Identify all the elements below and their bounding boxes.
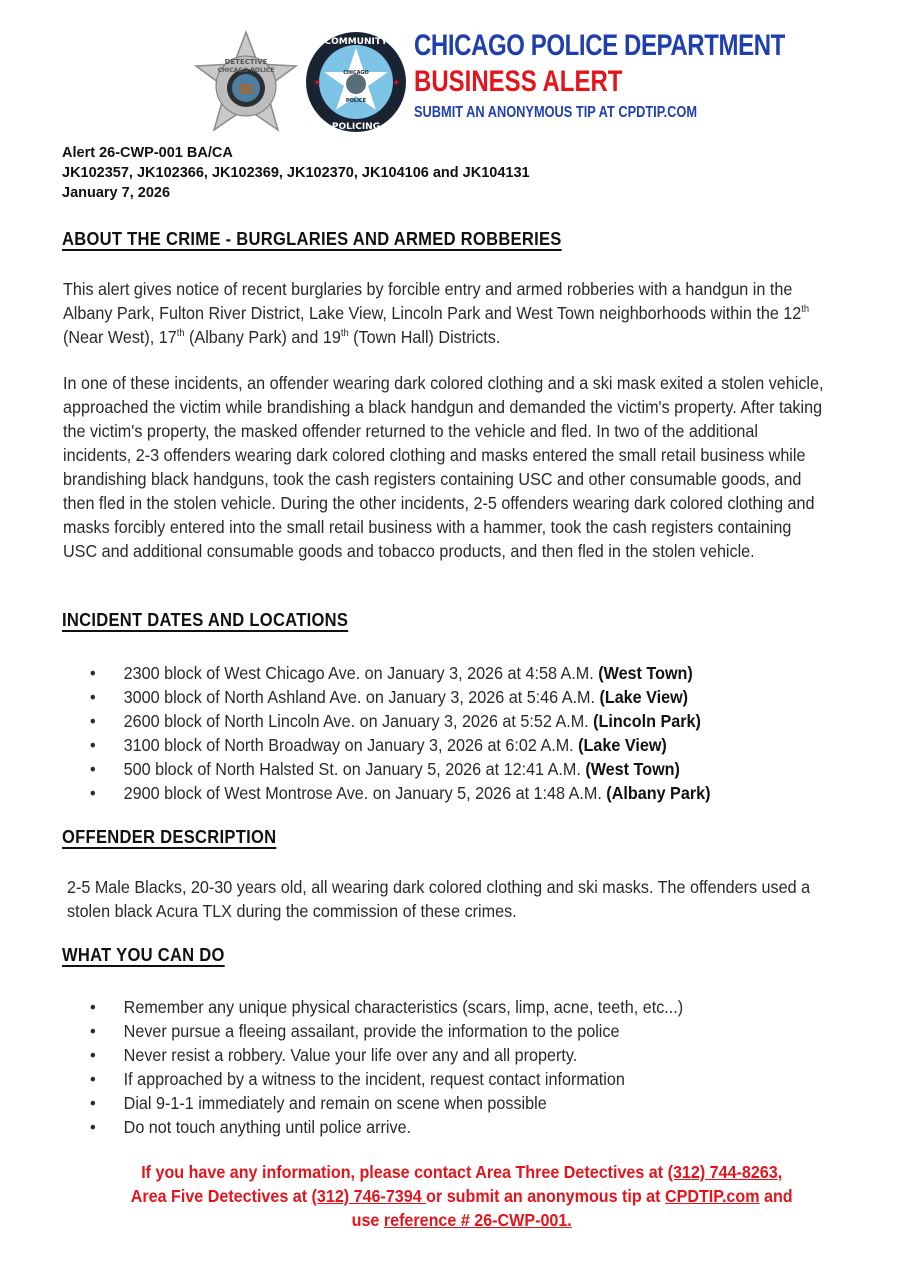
about-text: (Town Hall) Districts. bbox=[348, 327, 501, 347]
bullet-icon: • bbox=[90, 1069, 96, 1089]
svg-text:POLICE: POLICE bbox=[345, 98, 367, 104]
bullet-icon: • bbox=[90, 997, 96, 1017]
incident-text: 3000 block of North Ashland Ave. on January 3, 2026 at 5:46 A.M. bbox=[123, 687, 600, 707]
advice-text: Never pursue a fleeing assailant, provide the information to the police bbox=[123, 1021, 620, 1041]
alert-type-title: BUSINESS ALERT bbox=[414, 65, 623, 98]
advice-list bbox=[90, 995, 724, 1139]
svg-text:CHICAGO: CHICAGO bbox=[343, 70, 369, 76]
footer-text: Area Five Detectives at bbox=[130, 1186, 312, 1206]
incident-area: (Lincoln Park) bbox=[593, 711, 701, 731]
advice-item bbox=[90, 1091, 683, 1115]
about-text: (Albany Park) and 19 bbox=[184, 327, 341, 347]
ordinal-suffix: th bbox=[176, 328, 185, 340]
incident-item bbox=[90, 709, 710, 733]
bullet-icon: • bbox=[90, 663, 96, 683]
contact-footer bbox=[40, 1160, 883, 1232]
svg-text:✶: ✶ bbox=[313, 78, 322, 89]
cpdtip-link[interactable]: CPDTIP.com bbox=[664, 1186, 760, 1206]
footer-text: and bbox=[759, 1186, 793, 1206]
letterhead bbox=[192, 28, 785, 136]
area-five-phone-link[interactable]: (312) 746-7394 bbox=[311, 1186, 426, 1206]
ordinal-suffix: th bbox=[340, 328, 349, 340]
advice-item bbox=[90, 1043, 683, 1067]
detective-star-badge-icon bbox=[192, 30, 300, 134]
svg-text:POLICING: POLICING bbox=[331, 122, 381, 132]
advice-text: If approached by a witness to the incident, request contact information bbox=[123, 1069, 625, 1089]
footer-text: use bbox=[351, 1210, 384, 1230]
advice-text: Never resist a robbery. Value your life over any and all property. bbox=[123, 1045, 578, 1065]
anonymous-tip-line: SUBMIT AN ANONYMOUS TIP AT CPDTIP.COM bbox=[414, 104, 698, 121]
advice-text: Remember any unique physical characteristics (scars, limp, acne, teeth, etc...) bbox=[123, 997, 684, 1017]
incident-item bbox=[90, 781, 710, 805]
incident-item bbox=[90, 661, 710, 685]
incident-item bbox=[90, 733, 710, 757]
incident-text: 2600 block of North Lincoln Ave. on January 3, 2026 at 5:52 A.M. bbox=[123, 711, 594, 731]
footer-line-2 bbox=[131, 1184, 793, 1208]
incident-text: 3100 block of North Broadway on January 3, 2026 at 6:02 A.M. bbox=[123, 735, 579, 755]
bullet-icon: • bbox=[90, 783, 96, 803]
footer-text: If you have any information, please contact Area Three Detectives at bbox=[140, 1162, 668, 1182]
alert-date: January 7, 2026 bbox=[62, 185, 171, 201]
about-paragraph-1 bbox=[63, 277, 830, 349]
bullet-icon: • bbox=[90, 687, 96, 707]
bullet-icon: • bbox=[90, 1093, 96, 1113]
svg-text:CHICAGO POLICE: CHICAGO POLICE bbox=[217, 67, 275, 74]
alert-id: Alert 26-CWP-001 BA/CA bbox=[62, 145, 233, 161]
advice-text: Dial 9-1-1 immediately and remain on scene when possible bbox=[123, 1093, 547, 1113]
department-title: CHICAGO POLICE DEPARTMENT bbox=[414, 29, 785, 62]
reference-number-link[interactable]: reference # 26-CWP-001. bbox=[383, 1210, 572, 1230]
svg-text:COMMUNITY: COMMUNITY bbox=[324, 37, 388, 47]
incident-area: (West Town) bbox=[585, 759, 680, 779]
footer-text: or submit an anonymous tip at bbox=[425, 1186, 665, 1206]
incident-area: (Lake View) bbox=[599, 687, 689, 707]
bullet-icon: • bbox=[90, 759, 96, 779]
incident-area: (Albany Park) bbox=[606, 783, 711, 803]
advice-item bbox=[90, 1067, 683, 1091]
footer-text: , bbox=[777, 1162, 782, 1182]
alert-meta bbox=[62, 143, 530, 203]
footer-line-1 bbox=[131, 1160, 793, 1184]
incident-text: 2900 block of West Montrose Ave. on January 5, 2026 at 1:48 A.M. bbox=[123, 783, 607, 803]
svg-text:✶: ✶ bbox=[392, 78, 401, 89]
section-heading-offender: OFFENDER DESCRIPTION bbox=[62, 827, 277, 847]
offender-description: 2-5 Male Blacks, 20-30 years old, all wearing dark colored clothing and ski masks. The offenders used a stolen black Acura TLX during the commission of these crimes. bbox=[67, 877, 811, 921]
svg-text:DETECTIVE: DETECTIVE bbox=[224, 58, 268, 66]
incident-area: (West Town) bbox=[598, 663, 693, 683]
incident-item bbox=[90, 685, 710, 709]
bullet-icon: • bbox=[90, 711, 96, 731]
incident-list bbox=[90, 661, 754, 805]
about-paragraph-2: In one of these incidents, an offender wearing dark colored clothing and a ski mask exited a stolen vehicle, approached the victim while brandishing a black handgun and demanded the victim's property. After taking the victim's property, the masked offender returned to the vehicle and fled. In two of the additional incidents, 2-3 offenders wearing dark colored clothing and masks entered the small retail business while brandishing black handguns, took the cash registers containing USC and other consumable goods, and then fled in the stolen vehicle. During the other incidents, 2-5 offenders wearing dark colored clothing and masks forcibly entered into the small retail business with a hammer, took the cash registers containing USC and additional consumable goods and tobacco products, and then fled in the stolen vehicle. bbox=[63, 373, 824, 561]
bullet-icon: • bbox=[90, 1117, 96, 1137]
case-numbers: JK102357, JK102366, JK102369, JK102370, JK104106 and JK104131 bbox=[62, 165, 530, 181]
bullet-icon: • bbox=[90, 735, 96, 755]
community-policing-badge-icon bbox=[304, 30, 408, 134]
bullet-icon: • bbox=[90, 1021, 96, 1041]
advice-item bbox=[90, 1019, 683, 1043]
incident-area: (Lake View) bbox=[578, 735, 667, 755]
section-heading-what-you-can-do: WHAT YOU CAN DO bbox=[62, 945, 225, 965]
footer-line-3 bbox=[131, 1208, 793, 1232]
section-heading-about: ABOUT THE CRIME - BURGLARIES AND ARMED ROBBERIES bbox=[62, 229, 562, 249]
about-text: This alert gives notice of recent burglaries by forcible entry and armed robberies with a handgun in the Albany Park, Fulton River District, Lake View, Lincoln Park and West Town neighborhoods within the 12 bbox=[63, 279, 802, 323]
header-text-block bbox=[414, 28, 785, 124]
incident-text: 2300 block of West Chicago Ave. on January 3, 2026 at 4:58 A.M. bbox=[123, 663, 599, 683]
bullet-icon: • bbox=[90, 1045, 96, 1065]
about-text: (Near West), 17 bbox=[63, 327, 177, 347]
advice-item bbox=[90, 1115, 683, 1139]
advice-item bbox=[90, 995, 683, 1019]
area-three-phone-link[interactable]: (312) 744-8263 bbox=[667, 1162, 778, 1182]
advice-text: Do not touch anything until police arrive. bbox=[123, 1117, 412, 1137]
section-heading-incidents: INCIDENT DATES AND LOCATIONS bbox=[62, 610, 349, 630]
ordinal-suffix: th bbox=[801, 304, 810, 316]
incident-item bbox=[90, 757, 710, 781]
incident-text: 500 block of North Halsted St. on January 5, 2026 at 12:41 A.M. bbox=[123, 759, 586, 779]
